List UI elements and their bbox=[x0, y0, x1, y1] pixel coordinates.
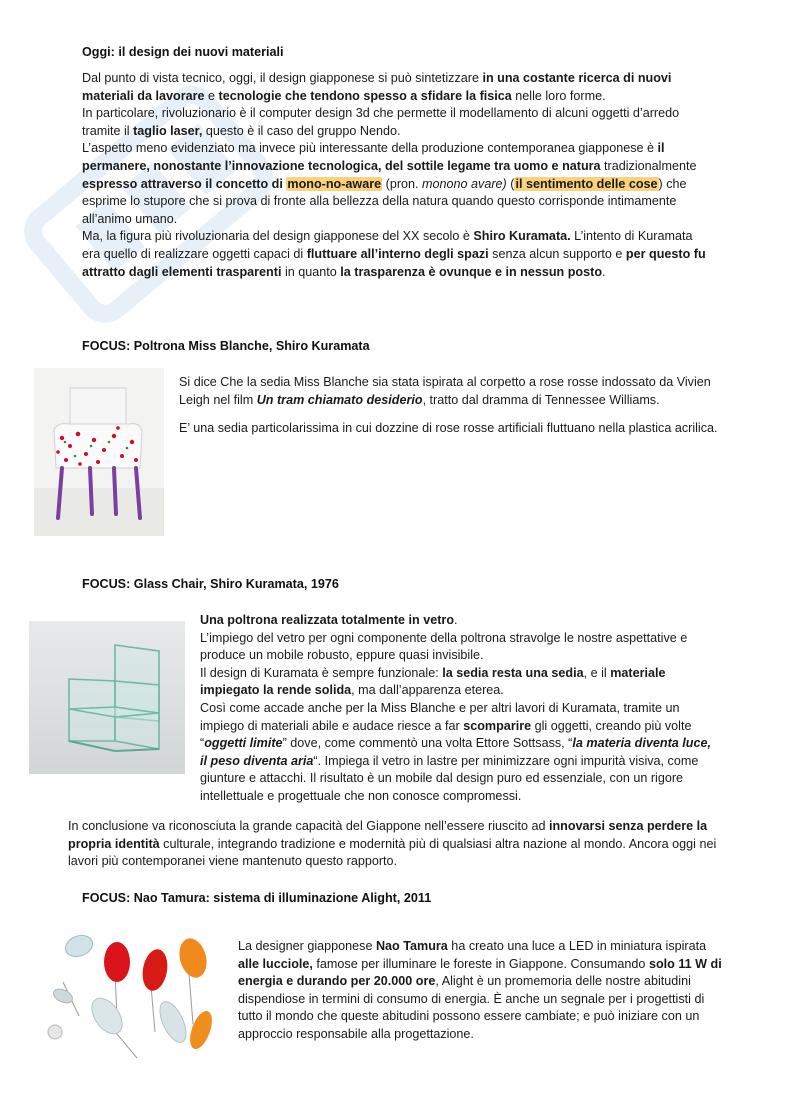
paragraph: Dal punto di vista tecnico, oggi, il design giapponese si può sintetizzare in una costante ricerca di nuovi materiali da lavorare e tecnologie che tendono spesso a sfidare la fisica nelle loro forme. bbox=[82, 71, 672, 103]
paragraph: La designer giapponese Nao Tamura ha creato una luce a LED in miniatura ispirata alle lucciole, famose per illuminare le foreste in Giappone. Consumando solo 11 W di energia e durando per 20.000 ore, Alight è un promemoria delle nostre abitudini dispendiose in termini di consumo di energia. È anche un segnale per i progettisti di tutto il mondo che queste abitudini possono essere cambiate; e può iniziare con un approccio responsabile alla progettazione. bbox=[238, 939, 722, 1041]
paragraph: In particolare, rivoluzionario è il computer design 3d che permette il modellamento di alcuni oggetti d’arredo tramite il taglio laser, questo è il caso del gruppo Nendo. bbox=[82, 106, 680, 138]
paragraph: L’aspetto meno evidenziato ma invece più interessante della produzione contemporanea giapponese è il permanere, nonostante l’innovazione tecnologica, del sottile legame tra uomo e natura tradizionalmente espresso attraverso il concetto di mono-no-aware (pron. monono avare) (il sentimento delle cose) che esprime lo stupore che si prova di fronte alla bellezza della natura quando questo corrisponde intimamente all’animo umano. bbox=[82, 141, 697, 226]
paragraph: Il design di Kuramata è sempre funzionale: la sedia resta una sedia, e il materiale impiegato la rende solida, ma dall’apparenza eterea. bbox=[200, 665, 666, 698]
paragraph: Così come accade anche per la Miss Blanche e per altri lavori di Kuramata, tramite un impiego di materiali abile e audace riesce a far scomparire gli oggetti, creando più volte “oggetti limite” dove, come commentò una volta Ettore Sottsass, “la materia diventa luce, il peso diventa aria“. Impiega il vetro in lastre per minimizzare ogni impurità visiva, come giunture e attacchi. Il risultato è un mobile dal design puro ed essenziale, con un rigore intellettuale e progettuale che non conosce compromessi. bbox=[200, 700, 711, 803]
highlight-term: mono-no-aware bbox=[287, 176, 382, 191]
glass-chair-image bbox=[29, 621, 185, 774]
focus2-body bbox=[200, 612, 720, 806]
section-heading-materials: Oggi: il design dei nuovi materiali bbox=[82, 45, 284, 59]
focus3-body bbox=[238, 938, 728, 1044]
focus-heading-glass-chair: FOCUS: Glass Chair, Shiro Kuramata, 1976 bbox=[82, 577, 339, 591]
paragraph: L’impiego del vetro per ogni componente della poltrona stravolge le nostre aspettative e produce un mobile robusto, eppure quasi invisibile. bbox=[200, 630, 688, 663]
paragraph: In conclusione va riconosciuta la grande capacità del Giappone nell’essere riuscito ad innovarsi senza perdere la propria identità culturale, integrando tradizione e modernità più di qualsiasi altra nazione al mondo. Ancora oggi nei lavori più contemporanei viene mantenuto questo rapporto. bbox=[68, 819, 717, 869]
focus1-body bbox=[179, 374, 724, 438]
conclusion-paragraph bbox=[68, 818, 728, 871]
paragraph: Si dice Che la sedia Miss Blanche sia stata ispirata al corpetto a rose rosse indossato da Vivien Leigh nel film Un tram chiamato desiderio, tratto dal dramma di Tennessee Williams. bbox=[179, 375, 711, 407]
paragraph: Una poltrona realizzata totalmente in vetro. bbox=[200, 613, 458, 627]
highlight-term: il sentimento delle cose bbox=[515, 176, 658, 191]
alight-lamps-image bbox=[33, 922, 223, 1064]
paragraph: E’ una sedia particolarissima in cui dozzine di rose rosse artificiali fluttuano nella plastica acrilica. bbox=[179, 421, 718, 436]
focus-heading-alight: FOCUS: Nao Tamura: sistema di illuminazione Alight, 2011 bbox=[82, 891, 432, 905]
section1-body bbox=[82, 70, 712, 281]
focus-heading-miss-blanche: FOCUS: Poltrona Miss Blanche, Shiro Kuramata bbox=[82, 339, 370, 353]
paragraph: Ma, la figura più rivoluzionaria del design giapponese del XX secolo è Shiro Kuramata. L’intento di Kuramata era quello di realizzare oggetti capaci di fluttuare all’interno degli spazi senza alcun supporto e per questo fu attratto dagli elementi trasparenti in quanto la trasparenza è ovunque e in nessun posto. bbox=[82, 229, 706, 279]
miss-blanche-chair-image bbox=[34, 368, 164, 536]
